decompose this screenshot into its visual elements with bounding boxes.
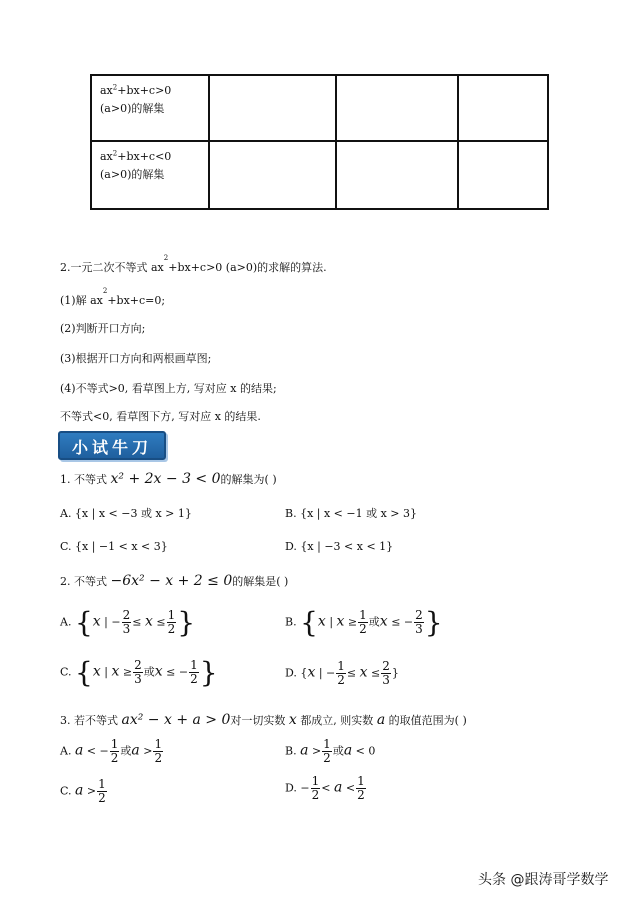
table-cell: $ax^2+bx+c>0$ (a>0)的解集 [91, 75, 209, 141]
table-row [91, 75, 548, 141]
section2-step5: 不等式<0, 看草图下方, 写对应 x 的结果. [60, 410, 261, 423]
table-row2-label: (a>0)的解集 [100, 168, 165, 181]
q1-expression: x² + 2x − 3 < 0 [110, 471, 221, 487]
q2-option-b: B. {x | x ≥ $\frac{1}{2}$ 或x ≤ − $\frac{2}{3}$ } [285, 606, 443, 639]
table-cell [209, 141, 336, 209]
section2-step1: (1)解 $ax^2+bx+c=0$; [60, 287, 166, 307]
q2-option-a: A. {x | − $\frac{2}{3}$ ≤ x ≤ $\frac{1}{2}$ } [60, 606, 196, 639]
q3-stem: 3. 若不等式 ax² − x + a > 0对一切实数 x 都成立, 则实数 a 的取值范围为( ) [60, 712, 467, 728]
q1-option-d: D. {x | −3 < x < 1} [285, 540, 394, 553]
watermark-label: 头条 @跟涛哥学数学 [478, 872, 609, 888]
q3-option-c: C. a > $\frac{1}{2}$ [60, 777, 106, 805]
q2-stem: 2. 不等式 −6x² − x + 2 ≤ 0的解集是( ) [60, 573, 289, 589]
table-row1-label: (a>0)的解集 [100, 102, 165, 115]
q3-option-b: B. a > $\frac{1}{2}$ 或a < 0 [285, 737, 376, 765]
table-row1-expr: ax [100, 84, 113, 97]
q1-option-b: B. {x | x < −1 或 x > 3} [285, 507, 418, 520]
table-row2-expr: ax [100, 150, 113, 163]
q3-option-a: A. a < − $\frac{1}{2}$ 或a > $\frac{1}{2}$ [60, 737, 163, 765]
q3-option-d: D. − $\frac{1}{2}$ < a < $\frac{1}{2}$ [285, 774, 365, 802]
section2-title: 2.一元二次不等式 $ax^2+bx+c>0$ (a>0)的求解的算法. [60, 254, 327, 274]
section2-step3: (3)根据开口方向和两根画草图; [60, 352, 212, 365]
table-cell [458, 141, 548, 209]
table-cell [336, 75, 458, 141]
q2-option-d: D. {x | − $\frac{1}{2}$ ≤ x ≤ $\frac{2}{3}$ } [285, 659, 399, 687]
table-cell [209, 75, 336, 141]
q2-expression: −6x² − x + 2 ≤ 0 [110, 573, 233, 589]
section2-step4: (4)不等式>0, 看草图上方, 写对应 x 的结果; [60, 382, 277, 395]
table-row [91, 141, 548, 209]
q1-stem: 1. 不等式 x² + 2x − 3 < 0的解集为( ) [60, 471, 277, 487]
solution-table [90, 74, 549, 210]
q2-option-c: C. {x | x ≥ $\frac{2}{3}$ 或x ≤ − $\frac{1}{2}$ } [60, 656, 218, 689]
badge-label: 小试牛刀 [71, 438, 152, 457]
table-cell: $ax^2+bx+c<0$ (a>0)的解集 [91, 141, 209, 209]
table-cell [458, 75, 548, 141]
section-badge [58, 431, 166, 460]
table-cell [336, 141, 458, 209]
section2-step2: (2)判断开口方向; [60, 322, 146, 335]
q1-option-a: A. {x | x < −3 或 x > 1} [60, 507, 192, 520]
q3-expression: ax² − x + a > 0 [121, 712, 231, 728]
q1-option-c: C. {x | −1 < x < 3} [60, 540, 168, 553]
